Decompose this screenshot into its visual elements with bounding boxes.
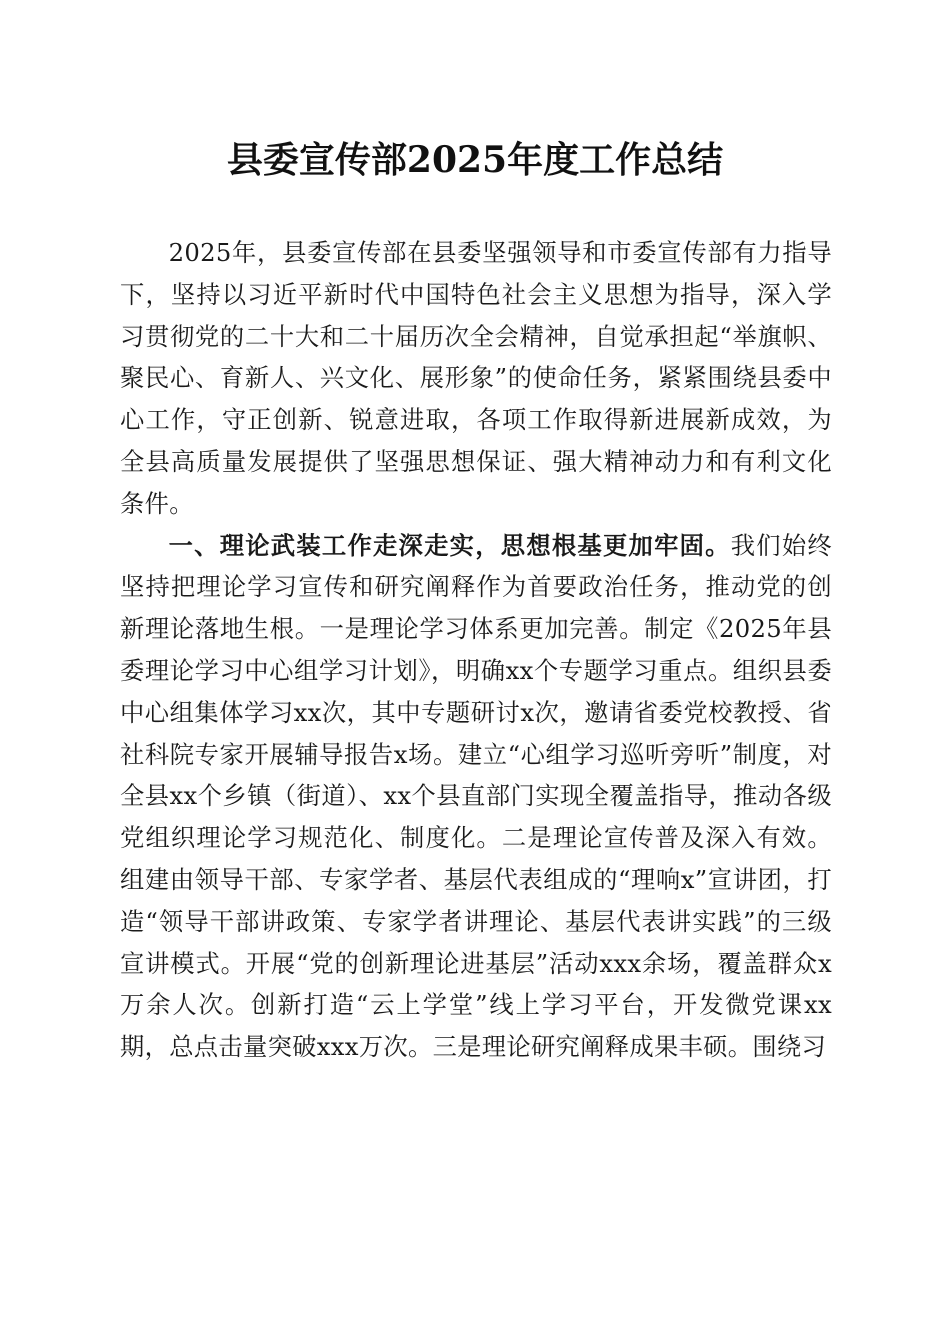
intro-paragraph xyxy=(120,232,832,525)
section-one-heading: 一、理论武装工作走深走实，思想根基更加牢固。 xyxy=(168,530,731,560)
document-body xyxy=(120,232,832,1068)
document-title: 县委宣传部2025年度工作总结 xyxy=(226,139,724,181)
section-one-paragraph xyxy=(120,525,832,1068)
section-one-text: 我们始终坚持把理论学习宣传和研究阐释作为首要政治任务，推动党的创新理论落地生根。一是理论学习体系更加完善。制定《2025年县委理论学习中心组学习计划》，明确xx个专题学习重点。组织县委中心组集体学习xx次，其中专题研讨x次，邀请省委党校教授、省社科院专家开展辅导报告x场。建立“心组学习巡听旁听”制度，对全县xx个乡镇（街道）、xx个县直部门实现全覆盖指导，推动各级党组织理论学习规范化、制度化。二是理论宣传普及深入有效。组建由领导干部、专家学者、基层代表组成的“理响x”宣讲团，打造“领导干部讲政策、专家学者讲理论、基层代表讲实践”的三级宣讲模式。开展“党的创新理论进基层”活动xxx余场，覆盖群众x万余人次。创新打造“云上学堂”线上学习平台，开发微党课xx期，总点击量突破xxx万次。三是理论研究阐释成果丰硕。围绕习 xyxy=(120,530,832,1062)
intro-paragraph-text: 2025年，县委宣传部在县委坚强领导和市委宣传部有力指导下，坚持以习近平新时代中国特色社会主义思想为指导，深入学习贯彻党的二十大和二十届历次全会精神，自觉承担起“举旗帜、聚民心、育新人、兴文化、展形象”的使命任务，紧紧围绕县委中心工作，守正创新、锐意进取，各项工作取得新进展新成效，为全县高质量发展提供了坚强思想保证、强大精神动力和有利文化条件。 xyxy=(120,238,832,518)
